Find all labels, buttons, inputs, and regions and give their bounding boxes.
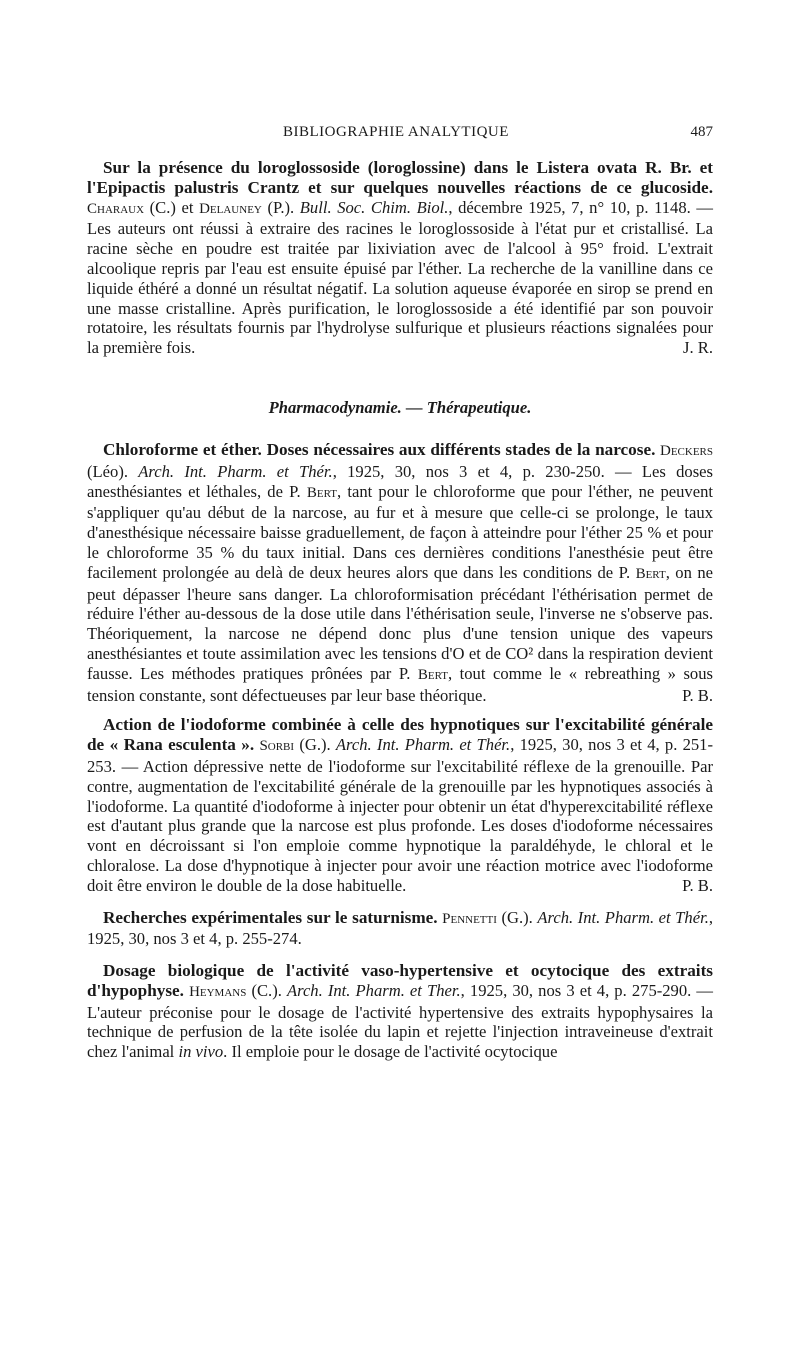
author-initial: (P.). [267, 197, 295, 217]
cited-name: Bert [417, 666, 448, 683]
journal-name: Arch. Int. Pharm. et Ther. [286, 980, 461, 1000]
entry-loroglossoside [87, 158, 713, 358]
abstract-text: Les auteurs ont réussi à extraire des racines le loroglossoside à l'état pur et cristallisé. La racine sèche en poudre est traitée par lixiviation avec de l'alcool à 95° froid. L'extrait alcoolique repris par l'eau est ensuite épuisé par l'éther. La recherche de la vanilline dans ce liquide éthéré a donné un résultat négatif. La solution aqueuse évaporée en sirop se prend en une masse cristalline. Après purification, le loroglossoside a été identifié par son pouvoir rotatoire, les résultats fournis par l'hydrolyse sulfurique et plusieurs réactions signalées pour la première fois. [87, 219, 713, 358]
abstract-text: Les doses anesthésiantes et léthales, de P. [87, 461, 713, 501]
author-name: Heymans [189, 983, 247, 1000]
reviewer-initials: P. B. [682, 875, 713, 895]
reviewer-initials: J. R. [683, 338, 713, 358]
entry-saturnisme [87, 908, 713, 950]
journal-name: Arch. Int. Pharm. et Thér. [335, 735, 511, 755]
citation-details: , 1925, 30, nos 3 et 4, p. 230-250. — [332, 461, 642, 481]
author-name: Pennetti [442, 910, 497, 927]
citation-details: , 1925, 30, nos 3 et 4, p. 255-274. [87, 907, 713, 949]
entry-title: Dosage biologique de l'activité vaso-hypertensive et ocytocique des extraits d'hypophyse. [87, 961, 713, 1000]
entry-chloroforme [87, 440, 713, 705]
entry-title: Sur la présence du loroglossoside (loroglossine) dans le Listera ovata R. Br. et l'Epipactis palustris Crantz et sur quelques nouvelles réactions de ce glucoside. [87, 158, 713, 197]
reviewer-initials: P. B. [682, 685, 713, 705]
entry-title: Recherches expérimentales sur le saturnisme. [103, 907, 438, 927]
citation-details: , 1925, 30, nos 3 et 4, p. 275-290. — [460, 980, 713, 1000]
running-title: BIBLIOGRAPHIE ANALYTIQUE [283, 124, 509, 140]
section-heading: Pharmacodynamie. — Thérapeutique. [268, 397, 532, 417]
citation-details: , décembre 1925, 7, n° 10, p. 1148. — [448, 197, 713, 217]
cited-name: Bert [635, 565, 666, 582]
abstract-text: Action dépressive nette de l'iodoforme sur l'excitabilité réflexe de la grenouille. Par contre, augmentation de l'excitabilité générale de la grenouille par les hypnotiques associés à l'iodoforme. La quantité d'iodoforme à injecter pour obtenir un état d'hyperexcitabilité réflexe est d'autant plus grande que la narcose est plus profonde. Les doses d'iodoforme nécessaires vont en décroissant si l'on emploie comme hypnotique la paraldéhyde, le chloral et le chloralose. La dose d'hypnotique à injecter pour avoir une réaction motrice avec l'iodoforme doit être environ le double de la dose habituelle. [87, 756, 713, 895]
author-initial: (C.). [251, 980, 282, 1000]
journal-name: Bull. Soc. Chim. Biol. [299, 197, 449, 217]
author-initial: (Léo). [87, 461, 128, 481]
abstract-text: , tout comme le « rebreathing » sous tension constante, sont défectueuses par leur base théorique. [87, 663, 713, 705]
entry-iodoforme [87, 715, 713, 895]
latin-term: in vivo [178, 1042, 224, 1062]
entry-title: Chloroforme et éther. Doses nécessaires aux différents stades de la narcose. [103, 439, 656, 459]
author-name: Delauney [199, 200, 262, 217]
running-header [87, 124, 713, 146]
author-initial: (G.). [299, 735, 331, 755]
page-number: 487 [690, 124, 713, 140]
citation-details: , 1925, 30, nos 3 et 4, p. 251-253. — [87, 735, 713, 776]
author-name: Deckers [659, 442, 713, 459]
entry-title: Action de l'iodoforme combinée à celle des hypnotiques sur l'excitabilité générale de « Rana esculenta ». [87, 715, 713, 755]
cited-name: Bert [306, 484, 338, 501]
author-initial: (C.) et [149, 197, 194, 217]
author-name: Charaux [87, 200, 145, 217]
author-initial: (G.). [501, 907, 533, 927]
abstract-text: , on ne peut dépasser l'heure sans danger. La chloroformisation précédant l'éthérisation permet de réduire l'éther au-dessous de la dose utile dans l'éthérisation seule, l'inverse ne s'observe pas. Théoriquement, la narcose ne dépend donc plus d'une tension unique des vapeurs anesthésiantes et toute assimilation avec les tensions d'O et de CO² dans la respiration devient fausse. Les méthodes pratiques prônées par P. [87, 562, 713, 683]
abstract-text: . Il emploie pour le dosage de l'activité ocytocique [223, 1042, 558, 1062]
abstract-text: , tant pour le chloroforme que pour l'éther, ne peuvent s'appliquer qu'au début de la narcose, au fur et à mesure que celle-ci se prolonge, le taux d'anesthésique nécessaire baisse graduellement, de façon à atteindre pour l'éther 25 % et pour le chloroforme 35 % du taux initial. Dans ces dernières conditions l'anesthésie peut être facilement prolongée au delà de deux heures alors que dans les conditions de P. [87, 481, 713, 582]
abstract-text: L'auteur préconise pour le dosage de l'activité hypertensive des extraits hypophysaires la technique de perfusion de la tête isolée du lapin et rejette l'injection intraveineuse d'extrait chez l'animal [87, 1002, 713, 1062]
article-column [87, 150, 713, 1062]
author-name: Sorbi [259, 738, 295, 755]
entry-hypophyse [87, 961, 713, 1062]
journal-name: Arch. Int. Pharm. et Thér. [138, 461, 333, 481]
journal-name: Arch. Int. Pharm. et Thér. [537, 907, 709, 927]
